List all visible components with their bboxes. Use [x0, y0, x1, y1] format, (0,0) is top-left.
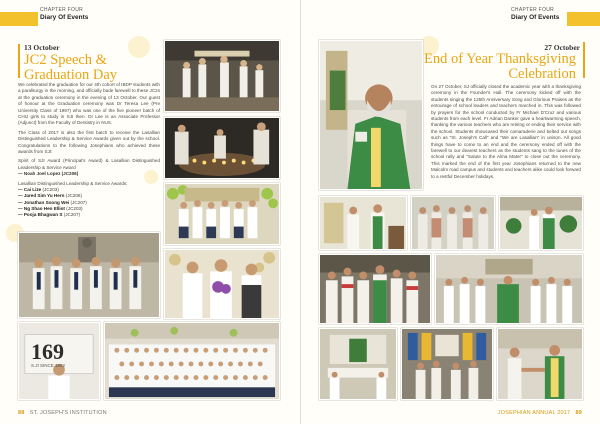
publisher-name: ST. JOSEPH'S INSTITUTION — [29, 410, 107, 416]
paragraph: Spirit of SJI Award (Principal's Award) & Lasallian Distinguished Leadership & Service Award — [18, 158, 160, 170]
annual-name: JOSEPHIAN ANNUAL 2017 — [497, 410, 571, 416]
article-date: 13 October — [24, 43, 60, 52]
honors-heading: Lasallian Distinguished Leadership & Service Awards: — [18, 180, 128, 186]
list-item: — Cai Lize (JC203) — [18, 187, 59, 193]
photo-stage-audience — [435, 254, 583, 324]
header-bar — [567, 12, 600, 26]
list-item: — Ng Shao Hen Elliot (JC203) — [18, 205, 83, 211]
photo-teachers-line — [411, 196, 495, 250]
header-bar — [0, 12, 38, 26]
chapter-label: CHAPTER FOUR — [40, 7, 84, 13]
list-item: — Jared Sim Yu Hern (JC206) — [18, 193, 83, 199]
list-item: — Jonathan Soong Wei (JC207) — [18, 199, 87, 205]
right-header — [511, 8, 559, 21]
paragraph: We celebrated the graduation for our 4th cohort of IBDP students with a paraliturgy in the morning, and officially bade farewell to these JC2s at the graduation ceremony in the evening of 13 October. Our guest of honour at the Graduation ceremony was Dr Teresa Lee (Pre University Class of 1997) who was one of the five pioneer batch of CHIJ girls to study in SJI then. Dr Lee is an Associate Professor (Adjunct) from the Faculty of Dentistry in NUS. — [18, 82, 160, 126]
photo-graduation-procession — [164, 40, 280, 112]
article-title: End of Year Thanksgiving Celebration — [424, 51, 576, 82]
page-number: 89 — [575, 410, 582, 416]
left-header — [40, 8, 88, 21]
photo-169-sign — [18, 322, 100, 400]
photo-candle-lighting — [164, 117, 280, 179]
photo-hall-assembly — [104, 322, 280, 400]
page-number: 88 — [18, 410, 25, 416]
right-page — [300, 0, 600, 424]
paragraph: On 27 October, SJ officially closed the academic year with a thanksgiving ceremony in the Founder's Hall. The ceremony kicked off with the students singing the 125th Anniversary Song and Glorious Praises as the entourage of school leaders and teachers marched in. This was followed by prayers for the school conducted by Fr Michael D'Cruz and various students from each level. Fr Adrian Danker gave a heartwarming speech, thanking the various teachers who are retiring or ending their service with the school. Students showcased their camaraderie and belted out songs such as "St. Joseph's Call" and "We are Lasallian" in unison. All good things have to come to an end and the ceremony ended off with the farewell to our dearest teachers as the students sang to the tunes of the school rally and "Salute to the Alma Mater" to close out the ceremony. This marked the end of the first year Josephians returned to the new Malcolm road campus and students and teachers alike could look forward to a restful December holidays. — [431, 84, 581, 179]
article-title: JC2 Speech & Graduation Day — [24, 52, 118, 83]
photo-altar-speech — [319, 196, 407, 250]
photo-priest-altar — [319, 40, 423, 190]
chapter-label: CHAPTER FOUR — [511, 7, 555, 13]
honors-list — [18, 187, 160, 218]
article-date: 27 October — [544, 43, 580, 52]
photo-graduate-flowers — [164, 249, 280, 319]
title-rule — [18, 44, 20, 78]
article-body — [18, 82, 160, 218]
article-body — [431, 84, 581, 183]
sign-caption: S.JI SINCE 1852 — [31, 363, 66, 368]
paragraph: The Class of 2017 is also the first batch to receive the Lasallian Distinguished Leadership & Service Awards given out by the school. Congratulations to the following Josephians who achieved these awards from SJI: — [18, 129, 160, 155]
photo-altar-wide — [319, 328, 397, 400]
section-label: Diary Of Events — [40, 13, 89, 21]
photo-banners-hall — [401, 328, 493, 400]
sign-number: 169 — [31, 339, 64, 364]
left-footer — [18, 410, 107, 416]
photo-green-decor — [499, 196, 583, 250]
list-item: — Pooja Bhagwan S (JC207) — [18, 211, 81, 217]
photo-choir-group — [319, 254, 431, 324]
photo-handshake — [497, 328, 583, 400]
award-credit: — Noah Joel Lopez (JC206) — [18, 171, 79, 177]
photo-graduates-statue — [18, 232, 160, 318]
photo-class-group — [164, 183, 280, 245]
title-rule — [583, 42, 585, 78]
section-label: Diary Of Events — [511, 13, 560, 21]
right-footer — [498, 410, 582, 416]
